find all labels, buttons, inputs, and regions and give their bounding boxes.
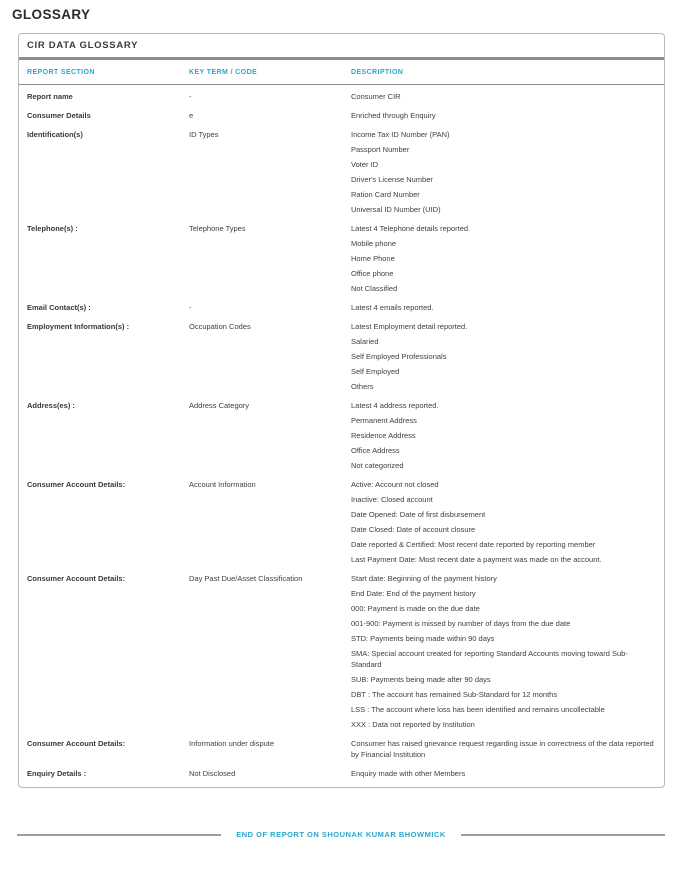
table-row	[27, 573, 656, 730]
description-line: Not Classified	[351, 284, 398, 293]
description-line: Office Address	[351, 446, 400, 455]
footer-rule-right	[461, 834, 665, 836]
row-report-section: Consumer Account Details:	[27, 574, 126, 583]
column-header-key-term: KEY TERM / CODE	[189, 69, 258, 76]
description-line: LSS : The account where loss has been identified and remains uncollectable	[351, 705, 605, 714]
description-line: SMA: Special account created for reporting Standard Accounts moving toward Sub-Standard	[351, 649, 628, 669]
description-line: Mobile phone	[351, 239, 397, 248]
description-line: Home Phone	[351, 254, 395, 263]
description-line: Others	[351, 382, 374, 391]
row-descriptions	[351, 110, 656, 121]
row-descriptions	[351, 573, 656, 730]
end-of-report-divider	[17, 830, 665, 840]
table-row	[27, 129, 656, 215]
description-line: Start date: Beginning of the payment history	[351, 574, 497, 583]
row-descriptions	[351, 91, 656, 102]
description-line: Self Employed Professionals	[351, 352, 447, 361]
description-line: End Date: End of the payment history	[351, 589, 476, 598]
row-key-term: Day Past Due/Asset Classification	[189, 574, 303, 583]
description-line: Not categorized	[351, 461, 404, 470]
row-key-term: -	[189, 92, 192, 101]
row-key-term: ID Types	[189, 130, 219, 139]
description-line: Income Tax ID Number (PAN)	[351, 130, 450, 139]
description-line: Residence Address	[351, 431, 416, 440]
table-row	[27, 738, 656, 760]
description-line: Latest 4 Telephone details reported.	[351, 224, 471, 233]
row-report-section: Enquiry Details :	[27, 769, 87, 778]
description-line: SUB: Payments being made after 90 days	[351, 675, 491, 684]
description-line: 000: Payment is made on the due date	[351, 604, 480, 613]
row-key-term: Account Information	[189, 480, 256, 489]
row-descriptions	[351, 400, 656, 471]
row-key-term: Address Category	[189, 401, 250, 410]
description-line: Date Opened: Date of first disbursement	[351, 510, 486, 519]
row-report-section: Email Contact(s) :	[27, 303, 91, 312]
description-line: Driver's License Number	[351, 175, 433, 184]
row-key-term: Not Disclosed	[189, 769, 236, 778]
description-line: Date reported & Certified: Most recent date reported by reporting member	[351, 540, 596, 549]
table-row	[27, 91, 656, 102]
description-line: 001-900: Payment is missed by number of days from the due date	[351, 619, 571, 628]
description-line: Salaried	[351, 337, 379, 346]
row-report-section: Consumer Account Details:	[27, 739, 126, 748]
description-line: Enriched through Enquiry	[351, 111, 436, 120]
row-report-section: Consumer Account Details:	[27, 480, 126, 489]
description-line: Active: Account not closed	[351, 480, 439, 489]
table-row	[27, 321, 656, 392]
footer-rule-left	[17, 834, 221, 836]
row-report-section: Employment Information(s) :	[27, 322, 130, 331]
glossary-card	[18, 33, 665, 788]
row-key-term: Occupation Codes	[189, 322, 251, 331]
table-body	[19, 85, 664, 787]
description-line: Passport Number	[351, 145, 410, 154]
row-descriptions	[351, 768, 656, 779]
column-header-description: DESCRIPTION	[351, 69, 404, 76]
table-row	[27, 400, 656, 471]
description-line: Consumer has raised grievance request regarding issue in correctness of the data reported by Financial Institution	[351, 739, 654, 759]
end-of-report-label: END OF REPORT ON SHOUNAK KUMAR BHOWMICK	[236, 830, 446, 839]
row-descriptions	[351, 129, 656, 215]
description-line: DBT : The account has remained Sub-Standard for 12 months	[351, 690, 558, 699]
row-descriptions	[351, 302, 656, 313]
row-report-section: Consumer Details	[27, 111, 91, 120]
description-line: Consumer CIR	[351, 92, 401, 101]
row-descriptions	[351, 479, 656, 565]
description-line: Voter ID	[351, 160, 379, 169]
description-line: Ration Card Number	[351, 190, 420, 199]
row-key-term: e	[189, 111, 194, 120]
row-key-term: Information under dispute	[189, 739, 275, 748]
description-line: Inactive: Closed account	[351, 495, 433, 504]
description-line: Universal ID Number (UID)	[351, 205, 441, 214]
column-header-report-section: REPORT SECTION	[27, 69, 95, 76]
row-key-term: Telephone Types	[189, 224, 246, 233]
glossary-card-title: CIR DATA GLOSSARY	[27, 40, 139, 51]
description-line: Self Employed	[351, 367, 400, 376]
row-descriptions	[351, 223, 656, 294]
table-row	[27, 223, 656, 294]
description-line: Latest 4 address reported.	[351, 401, 439, 410]
description-line: Office phone	[351, 269, 394, 278]
description-line: Latest Employment detail reported.	[351, 322, 468, 331]
table-row	[27, 302, 656, 313]
row-report-section: Report name	[27, 92, 73, 101]
description-line: XXX : Data not reported by Institution	[351, 720, 475, 729]
table-row	[27, 479, 656, 565]
page-title: GLOSSARY	[12, 7, 91, 22]
description-line: Enquiry made with other Members	[351, 769, 466, 778]
row-report-section: Telephone(s) :	[27, 224, 78, 233]
description-line: Latest 4 emails reported.	[351, 303, 434, 312]
row-key-term: -	[189, 303, 192, 312]
description-line: Date Closed: Date of account closure	[351, 525, 476, 534]
row-report-section: Identification(s)	[27, 130, 83, 139]
row-report-section: Address(es) :	[27, 401, 75, 410]
row-descriptions	[351, 321, 656, 392]
description-line: Permanent Address	[351, 416, 417, 425]
table-row	[27, 110, 656, 121]
description-line: STD: Payments being made within 90 days	[351, 634, 495, 643]
row-descriptions	[351, 738, 656, 760]
table-header-row	[19, 60, 664, 85]
table-row	[27, 768, 656, 779]
description-line: Last Payment Date: Most recent date a payment was made on the account.	[351, 555, 602, 564]
